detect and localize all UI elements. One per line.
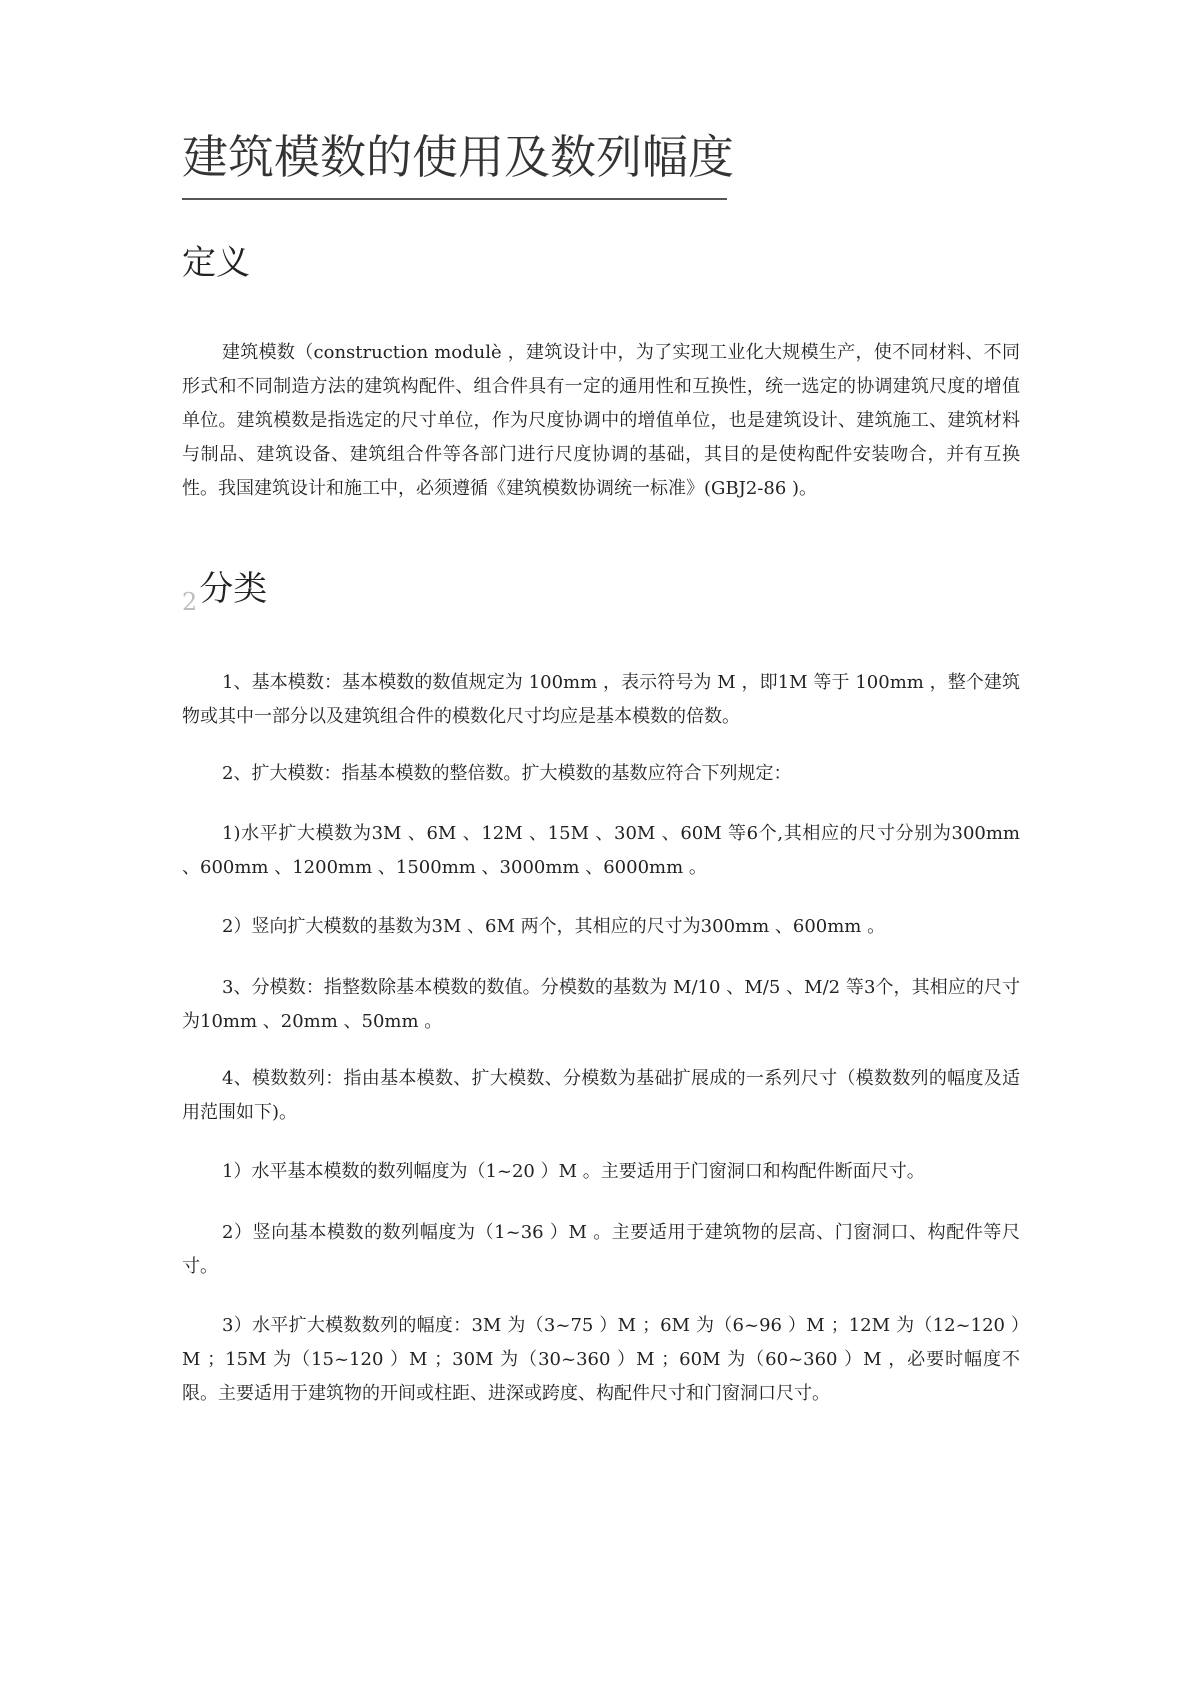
paragraph-horizontal-basic-range: 1）水平基本模数的数列幅度为（1~20 ）M 。主要适用于门窗洞口和构配件断面尺寸。 xyxy=(222,1161,925,1182)
section-heading-definition xyxy=(182,240,250,286)
paragraph-basic-module: 1、基本模数：基本模数的数值规定为 100mm ，表示符号为 M ，即1M 等于 100mm ，整个建筑物或其中一部分以及建筑组合件的模数化尺寸均应是基本模数的倍数。 xyxy=(182,672,1020,727)
paragraph-vertical-extended: 2）竖向扩大模数的基数为3M 、6M 两个，其相应的尺寸为300mm 、600mm 。 xyxy=(222,916,886,937)
paragraph-vertical-basic-range: 2）竖向基本模数的数列幅度为（1~36 ）M 。主要适用于建筑物的层高、门窗洞口、构配件等尺寸。 xyxy=(182,1222,1020,1277)
section-number: 2 xyxy=(182,588,198,616)
paragraph-extended-module: 2、扩大模数：指基本模数的整倍数。扩大模数的基数应符合下列规定： xyxy=(222,763,792,784)
paragraph-sub-module: 3、分模数：指整数除基本模数的数值。分模数的基数为 M/10 、M/5 、M/2 等3个，其相应的尺寸为10mm 、20mm 、50mm 。 xyxy=(182,977,1020,1032)
paragraph-module-series: 4、模数数列：指由基本模数、扩大模数、分模数为基础扩展成的一系列尺寸（模数数列的幅度及适用范围如下)。 xyxy=(182,1068,1020,1123)
section-heading-classification xyxy=(182,566,267,625)
paragraph-horizontal-extended-range: 3）水平扩大模数数列的幅度：3M 为（3~75 ）M ；6M 为（6~96 ）M ；12M 为（12~120 ）M ；15M 为（15~120 ）M ；30M 为（30~360 ）M ；60M 为（60~360 ）M ，必要时幅度不限。主要适用于建筑物的开间或柱距、进深或跨度、构配件尺寸和门窗洞口尺寸。 xyxy=(182,1315,1020,1404)
title-underline xyxy=(182,198,727,200)
section-heading-text: 定义 xyxy=(182,243,250,283)
definition-paragraph: 建筑模数（construction modulè ，建筑设计中，为了实现工业化大规模生产，使不同材料、不同形式和不同制造方法的建筑构配件、组合件具有一定的通用性和互换性，统一选定的协调建筑尺度的增值单位。建筑模数是指选定的尺寸单位，作为尺度协调中的增值单位，也是建筑设计、建筑施工、建筑材料与制品、建筑设备、建筑组合件等各部门进行尺度协调的基础，其目的是使构配件安装吻合，并有互换性。我国建筑设计和施工中，必须遵循《建筑模数协调统一标准》(GBJ2-86 )。 xyxy=(182,342,1020,499)
paragraph-horizontal-extended: 1)水平扩大模数为3M 、6M 、12M 、15M 、30M 、60M 等6个,其相应的尺寸分别为300mm 、600mm 、1200mm 、1500mm 、3000mm 、6000mm 。 xyxy=(182,823,1020,878)
document-title: 建筑模数的使用及数列幅度 xyxy=(182,130,734,184)
section-heading-text: 分类 xyxy=(199,569,268,609)
